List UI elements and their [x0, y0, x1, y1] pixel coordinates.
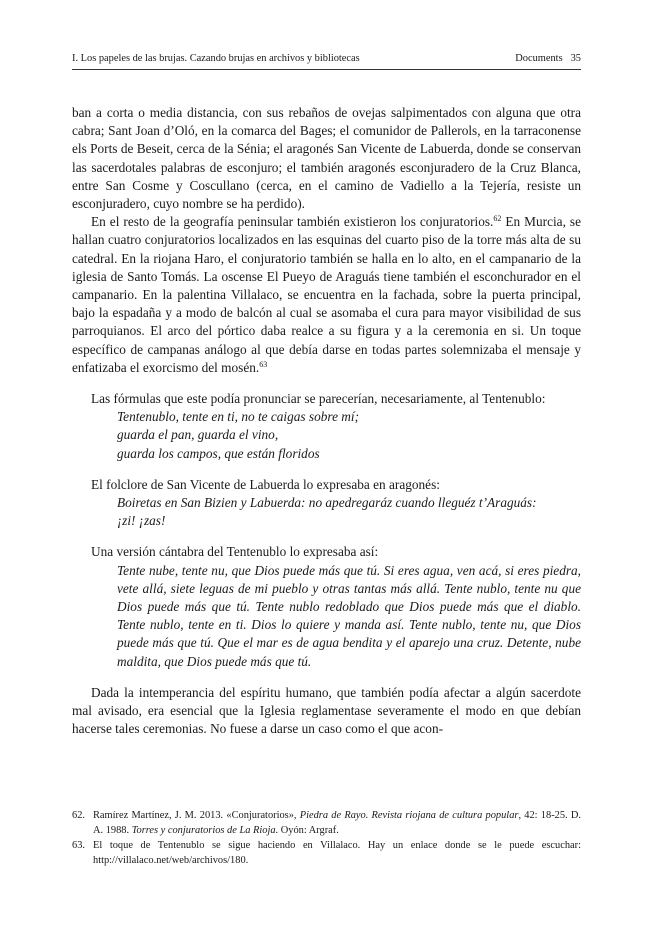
- footnote-number: 63.: [72, 840, 85, 851]
- footnote-book-title: Torres y conjuratorios de La Rioja: [131, 825, 276, 836]
- verse-line: guarda los campos, que están floridos: [117, 445, 320, 461]
- verse-line: Tentenublo, tente en ti, no te caigas sobre mí;: [117, 409, 360, 425]
- chapter-title: I. Los papeles de las brujas. Cazando brujas en archivos y bibliotecas: [72, 53, 360, 64]
- main-text: [72, 104, 581, 739]
- paragraph-3: Las fórmulas que este podía pronunciar se parecerían, necesariamente, al Tentenublo:: [91, 391, 546, 407]
- paragraph-6: Dada la intemperancia del espíritu humano, que también podía afectar a algún sacerdote mal avisado, era esencial que la Iglesia reglamentase severamente el modo en que debían hacerse tales ceremonias. No fuese a darse un caso como el que acon-: [72, 684, 581, 737]
- section-label: Documents: [515, 53, 563, 64]
- footnote-text: , 42: 18-25. D. A. 1988.: [93, 810, 581, 836]
- paragraph-2-part-1: En el resto de la geografía peninsular también existieron los conjuratorios.: [91, 214, 494, 230]
- footnotes: [72, 808, 581, 868]
- verse-line: guarda el pan, guarda el vino,: [117, 427, 279, 443]
- verse-aragones: [117, 494, 581, 530]
- footnote-63: [72, 838, 581, 868]
- paragraph-2: [72, 213, 581, 377]
- footnote-number: 62.: [72, 810, 85, 821]
- page-number: 35: [570, 53, 581, 64]
- footnote-62: [72, 808, 581, 838]
- paragraph-1: ban a corta o media distancia, con sus rebaños de ovejas salpimentados con alguna que otra cabra; Sant Joan d’Oló, en la comarca del Bages; el comunidor de Pallerols, en la tarraconense els Ports de Beseit, cerca de la Sénia; el aragonés San Vicente de Labuerda, donde se conservan las sacerdotales palabras de esconjuro; el también aragonés esconjuradero de la Cruz Blanca, entre San Cosme y Coscullano (cerca, en el camino de Vadiello a la Tejería, resiste un esconjuradero, cuyo nombre se ha perdido).: [72, 105, 581, 212]
- verse-line: Boiretas en San Bizien y Labuerda: no apedregaráz cuando lleguéz t’Araguás:: [117, 495, 537, 511]
- section-and-page: [515, 52, 581, 66]
- verse-line: ¡zi! ¡zas!: [117, 513, 166, 529]
- paragraph-4: El folclore de San Vicente de Labuerda lo expresaba en aragonés:: [91, 476, 440, 492]
- footnote-text: . Oyón: Argraf.: [275, 825, 339, 836]
- paragraph-2-part-2: En Murcia, se hallan cuatro conjuratorios localizados en las esquinas del cuarto piso de la torre más alta de su catedral. En la riojana Haro, el conjuratorio también se halla en lo alto, en el campanario de la iglesia de Santo Tomás. La oscense El Pueyo de Araguás tiene también el esconchurador en el campanario. En la palentina Villalaco, se encuentra en la fachada, sobre la puerta principal, bajo la espadaña y a modo de balcón al cual se asomaba el cura para mayor visibilidad de sus parroquianos. El arco del pórtico daba realce a su figura y a la ceremonia en si. Un toque específico de campanas análogo al que debía darse en todas partes solemnizaba el mensaje y enfatizaba el exorcismo del mosén.: [72, 214, 581, 375]
- footnote-journal-title: Piedra de Rayo. Revista riojana de cultura popular: [299, 810, 519, 821]
- verse-tentenublo: [117, 408, 581, 463]
- footnote-text: El toque de Tentenublo se sigue haciendo en Villalaco. Hay un enlace donde se le puede escuchar: http://villalaco.net/web/archivos/180.: [93, 840, 581, 866]
- footnote-ref-62[interactable]: 62: [493, 214, 502, 224]
- paragraph-5: Una versión cántabra del Tentenublo lo expresaba así:: [91, 544, 379, 560]
- running-head: [72, 52, 581, 68]
- footnote-text: Ramírez Martínez, J. M. 2013. «Conjuratorios»,: [93, 810, 300, 821]
- footnote-ref-63[interactable]: 63: [259, 359, 268, 369]
- header-rule: [72, 69, 581, 70]
- verse-cantabra: Tente nube, tente nu, que Dios puede más que tú. Si eres agua, ven acá, si eres piedra, vete allá, siete leguas de mi pueblo y otras tantas más allá. Tente nublo, tente nu que Dios puede más que tú. Tente nublo redoblado que Dios puede más que el diablo. Tente nublo, tente en ti. Dios lo quiere y manda así. Tente nublo, tente nu, que Dios puede más que tú. Que el mar es de agua bendita y el aparejo una cruz. Detente, nube maldita, que Dios puede más que tú.: [117, 562, 581, 669]
